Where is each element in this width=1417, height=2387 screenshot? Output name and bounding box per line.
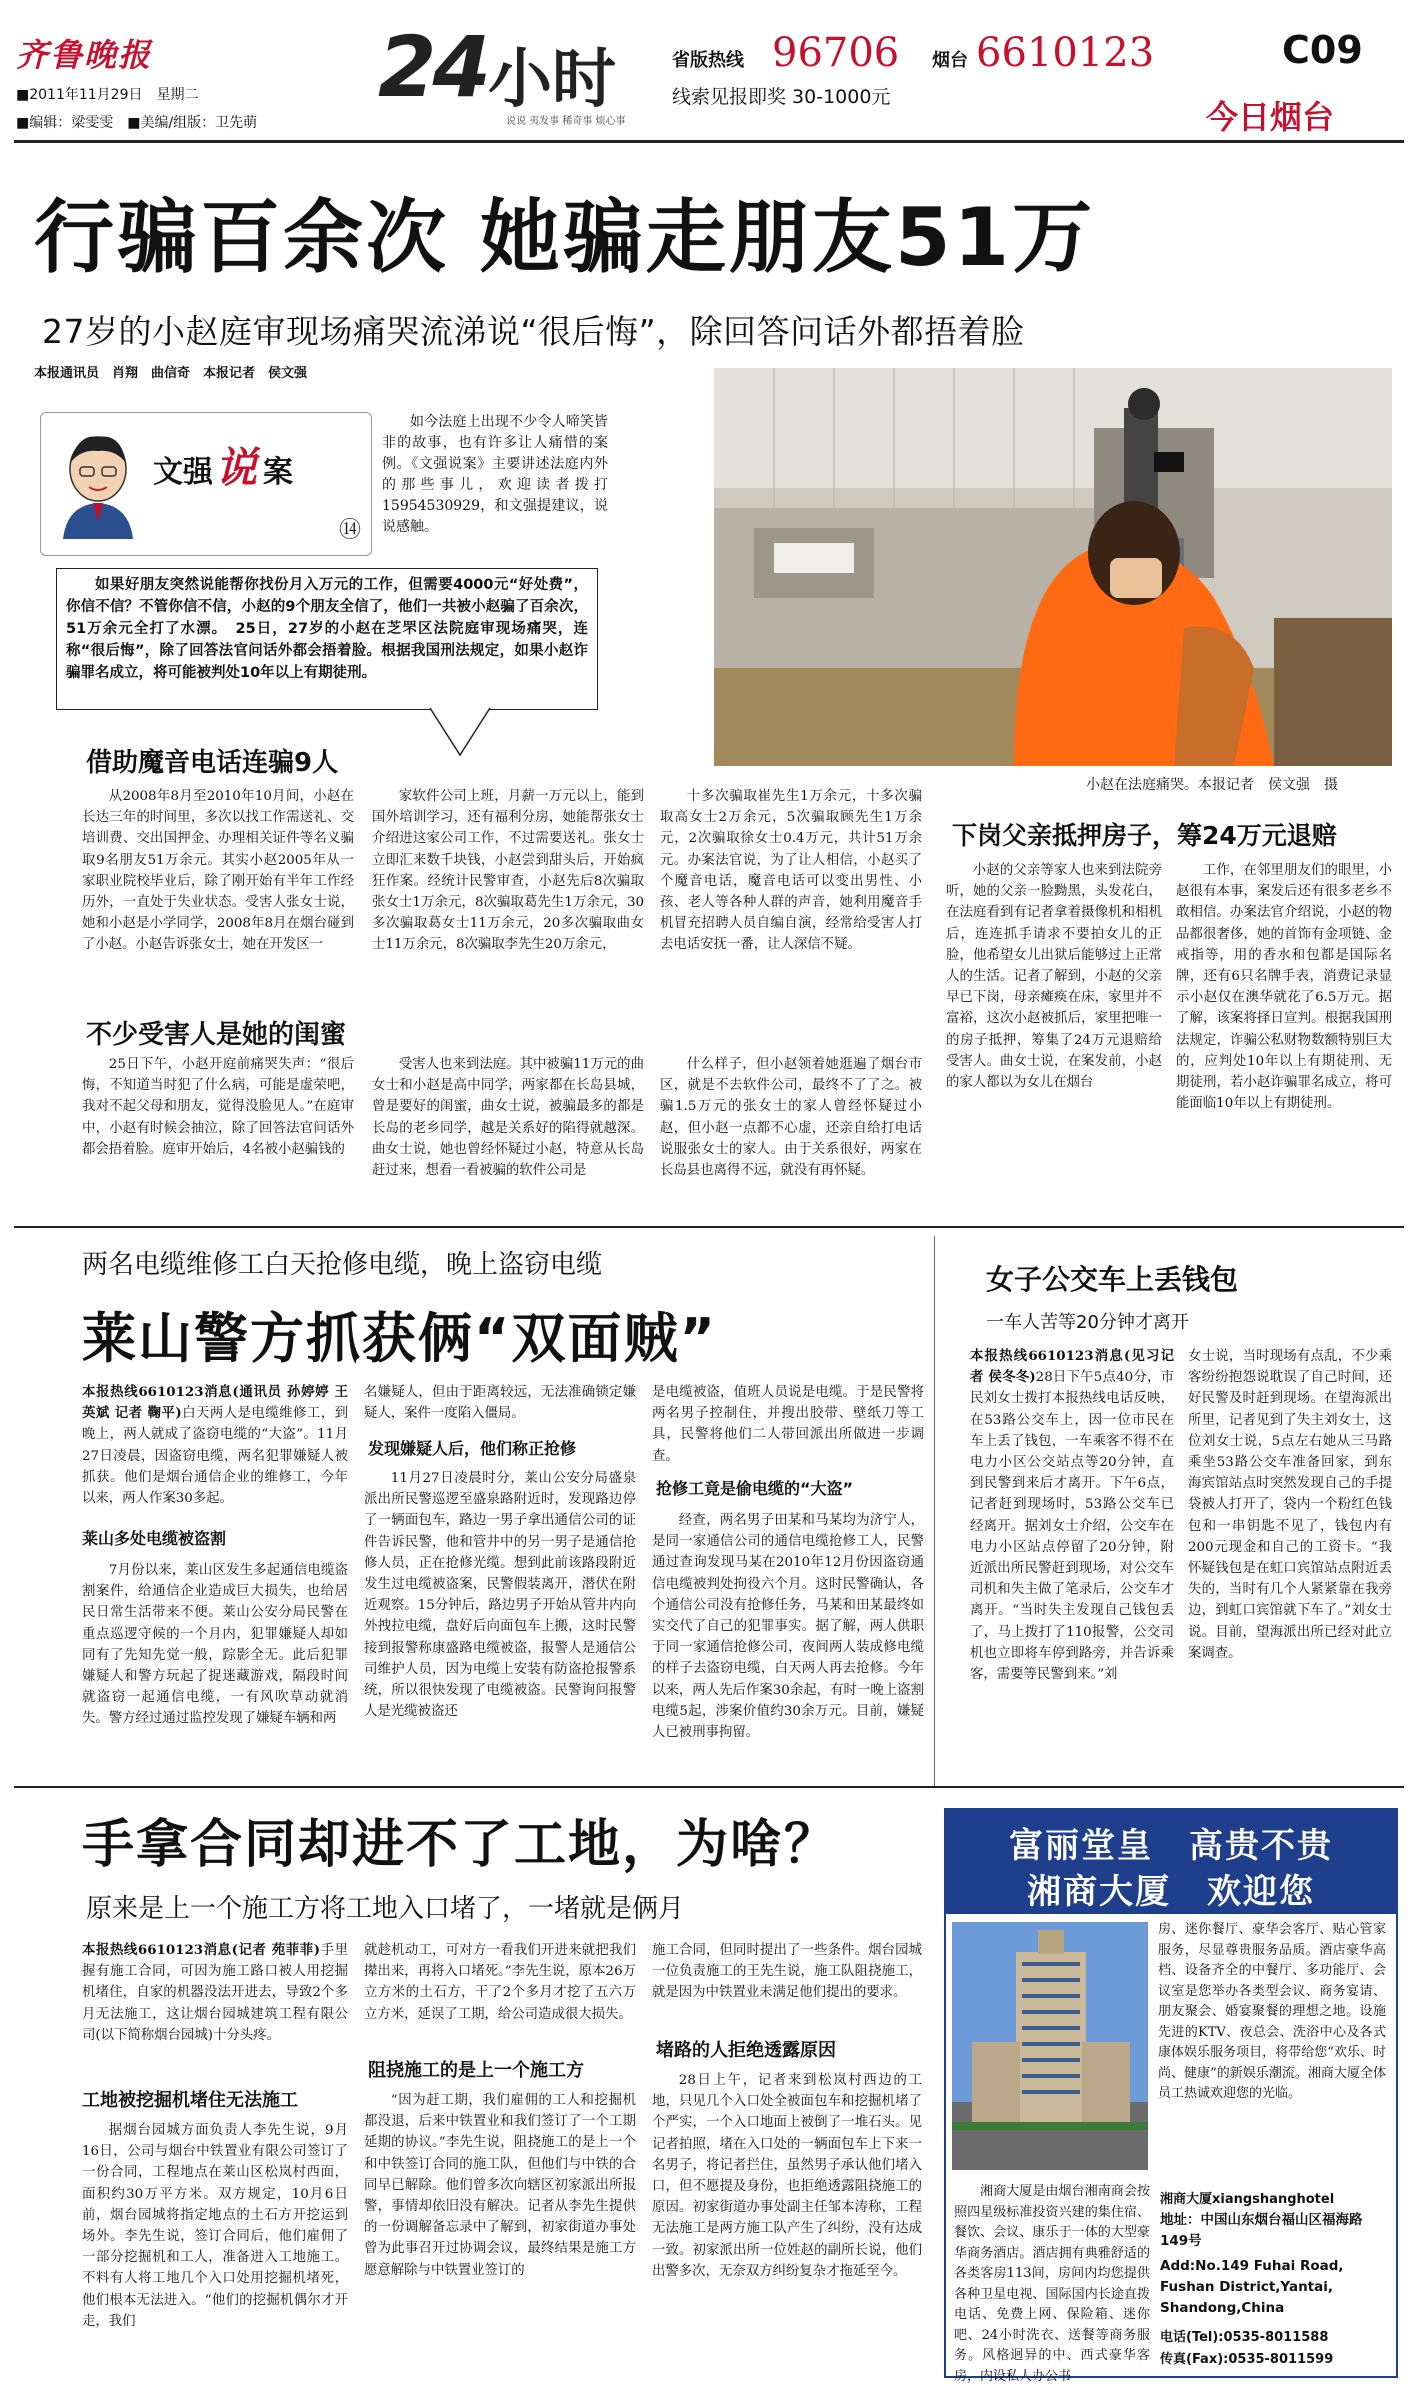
yantai-number: 6610123 <box>976 30 1155 76</box>
story1-col5a: 小赵的父亲等家人也来到法院旁听，她的父亲一脸黝黑，头发花白，在法庭看到有记者拿着摄像机和相机后，连连抓手请求不要拍女儿的正脸，他希望女儿出狱后能够过上正常人的生活。记者了解到，小赵的父亲早已下岗，母亲瘫痪在床，家里并不富裕，这次小赵被抓后，家里把唯一的房子抵押，筹集了24万元退赔给受害人。曲女士说，在案发前，小赵的家人都以为女儿在烟台 <box>946 863 1162 1091</box>
story3-col2: 女士说，当时现场有点乱，不少乘客纷纷抱怨说耽误了自己时间，还好民警及时赶到现场。在望海派出所里，记者见到了失主刘女士，这位刘女士说，5点左右她从三马路乘坐53路公交车准备回家，到东海宾馆站点时突然发现自己的手提袋被人打开了，袋内一个粉红色钱包和一串钥匙不见了，钱包内有200元现金和自己的工资卡。“我怀疑钱包是在虹口宾馆站点附近丢失的，当时有几个人紧紧靠在我旁边，到虹口宾馆就下车了。”刘女士说。目前，望海派出所已经对此立案调查。 <box>1188 1349 1392 1661</box>
story4-col2: 就趁机动工，可对方一看我们开进来就把我们撵出来，再将入口堵死。”李先生说，原本26万立方米的土石方，干了2个多月才挖了五六万立方米，延误了工期，给公司造成很大损失。 <box>364 1943 636 2022</box>
ad-slogan-1: 富丽堂皇 高贵不贵 <box>1009 1826 1333 1866</box>
story1-byline: 本报通讯员 肖翔 曲信奇 本报记者 侯文强 <box>34 366 308 381</box>
reward-line: 线索见报即奖 30-1000元 <box>672 86 891 108</box>
ad-address-cn: 地址：中国山东烟台福山区福海路149号 <box>1160 2212 1363 2249</box>
story2-col1b: 7月份以来，莱山区发生多起通信电缆盗割案件，给通信企业造成巨大损失，也给居民日常生活带来不便。莱山公安分局民警在重点巡逻守候的一个月内，犯罪嫌疑人却如同有了先知先觉一般，踪影全无。此后犯罪嫌疑人和警方玩起了捉迷藏游戏，隔段时间就盗窃一起通信电缆，一有风吹草动就消失。警方经过通过监控发现了嫌疑车辆和两 <box>82 1563 348 1727</box>
story2-sub3: 抢修工竟是偷电缆的“大盗” <box>656 1479 854 1498</box>
story1-divider <box>14 1226 1404 1228</box>
photo-caption: 小赵在法庭痛哭。本报记者 侯文强 摄 <box>1086 777 1338 793</box>
story1-col5b: 工作，在邻里朋友们的眼里，小赵很有本事，案发后还有很多老乡不敢相信。办案法官介绍说，小赵的物品都很奢侈，她的首饰有金项链、金戒指等，用的香水和包都是国际名牌，还有6只名牌手表，消费记录显示小赵仅在澳华就花了6.5万元。据了解，该案将择日宣判。根据我国刑法规定，诈骗公私财物数额特别巨大的，应判处10年以上有期徒刑、无期徒刑，若小赵诈骗罪名成立，将可能面临10年以上有期徒刑。 <box>1176 863 1392 1112</box>
story1-subhead: 27岁的小赵庭审现场痛哭流涕说“很后悔”，除回答问话外都捂着脸 <box>42 312 1025 351</box>
newspaper-logo: 齐鲁晚报 <box>16 36 153 74</box>
story4-col3b: 28日上午，记者来到松岚村西边的工地，只见几个入口处全被面包车和挖掘机堵了个严实，一个入口地面上被倒了一堆石头。见记者拍照，堵在入口处的一辆面包车上下来一名男子，将记者拦住，虽然男子承认他们堵入口，但不愿提及身份，也拒绝透露阻挠施工的原因。初家街道办事处副主任邹本涛称，工程无法施工是两方施工队产生了纠纷，没有达成一致。初家派出所一位姓赵的副所长说，他们出警多次，无奈双方纠纷复杂才拖延至今。 <box>652 2073 922 2279</box>
story3-col1: 本报热线6610123消息(见习记者 侯冬冬)28日下午5点40分，市民刘女士拨打本报热线电话反映，在53路公交车上，因一位市民在车上丢了钱包，一车乘客不得不在电力小区公交站点等20分钟，直到民警到来后才离开。下午6点，记者赶到现场时，53路公交车已经离开。据刘女士介绍，公交车在电力小区站点停留了20分钟，附近派出所民警赶到现场，对公交车司机和失主做了笔录后，公交车才离开。“当时失主发现自己钱包丢了，马上拨打了110报警，公交司机也立即将车停到路旁，并告诉乘客，需要等民警到来。”刘 <box>970 1348 1174 1683</box>
story1-col1: 从2008年8月至2010年10月间，小赵在长达三年的时间里，多次以找工作需送礼、交培训费、交出国押金、办理相关证件等名义骗取9名朋友51万余元。其实小赵2005年从一家职业院校毕业后，除了刚开始有半年工作经历外，一直处于失业状态。受害人张女士说，她和小赵是小学同学，2008年8月在烟台碰到了小赵。小赵告诉张女士，她在开发区一 <box>82 789 354 953</box>
masthead-rule <box>14 140 1404 143</box>
story4-col2b: “因为赶工期，我们雇佣的工人和挖掘机都没退，后来中铁置业和我们签订了一个工期延期的协议。”李先生说，阻挠施工的是上一个和中铁签订合同的施工队，但他们与中铁的合同早已解除。他们曾多次向辖区初家派出所报警，事情却依旧没有解决。记者从李先生提供的一份调解备忘录中了解到，初家街道办事处曾为此事召开过协调会议，最终结果是施工方愿意解除与中铁置业签订的 <box>364 2093 636 2278</box>
story2-headline: 莱山警方抓获俩“双面贼” <box>82 1307 717 1370</box>
story3-subhead: 一车人苦等20分钟才离开 <box>986 1312 1189 1333</box>
story2-col3b: 经查，两名男子田某和马某均为济宁人，是同一家通信公司的通信电缆抢修工人，民警通过查询发现马某在2010年12月份因盗窃通信电缆被判处拘役六个月。这时民警确认，各个通信公司没有抢修任务，马某和田某最终如实交代了自己的犯罪事实。据了解，两人供职于同一家通信抢修公司，夜间两人装成修电缆的样子去盗窃电缆，白天两人再去抢修。今年以来，两人先后作案30余起，有时一晚上盗割电缆5起，涉案价值约30余万元。目前，嫌疑人已被刑事拘留。 <box>652 1513 924 1741</box>
story4-sub2: 阻挠施工的是上一个施工方 <box>368 2060 584 2081</box>
column-intro: 如今法庭上出现不少令人啼笑皆非的故事，也有许多让人痛惜的案例。《文强说案》主要讲述法庭内外的那些事儿，欢迎读者拨打15954530929，和文强提建议，说说感触。 <box>382 414 608 535</box>
page-number: C09 <box>1282 28 1363 72</box>
story1-col4b: 受害人也来到法庭。其中被骗11万元的曲女士和小赵是高中同学，两家都在长岛县城，曾是要好的闺蜜，曲女士说，被骗最多的都是长岛的老乡同学，越是关系好的陷得就越深。曲女士说，她也曾经怀疑过小赵，特意从长岛赶过来，想看一看被骗的软件公司是 <box>372 1057 644 1179</box>
ad-fax: 传真(Fax):0535-8011599 <box>1160 2352 1334 2367</box>
lead-pointer <box>420 700 500 760</box>
ad-intro: 房、迷你餐厅、豪华会客厅、贴心管家服务，尽显尊贵服务品质。酒店豪华高档、设备齐全的中餐厅、多功能厅、会议室是您举办各类型会议、商务宴请、朋友聚会、婚宴聚餐的理想之地。设施先进的KTV、夜总会、洗浴中心及各式康体娱乐服务项目，将带给您“欢乐、时尚、健康”的新娱乐潮流。湘商大厦全体员工热诚欢迎您的光临。 <box>1158 1922 1386 2101</box>
hotline-label: 省版热线 <box>672 50 744 71</box>
story4-subhead: 原来是上一个施工方将工地入口堵了，一堵就是俩月 <box>86 1894 685 1924</box>
ad-address-en: Add:No.149 Fuhai Road, Fushan District,Yantai, Shandong,China <box>1160 2258 1344 2316</box>
story1-sub1: 借助魔音电话连骗9人 <box>86 748 339 778</box>
story4-col1: 本报热线6610123消息(记者 苑菲菲)手里握有施工合同，可因为施工路口被人用挖掘机堵住，自家的机器没法开进去，导致2个多月无法施工，这让烟台园城建筑工程有限公司(以下简称烟台园城)十分头疼。 <box>82 1942 348 2043</box>
brand-tagline: 说说 夷发事 稀奇事 烦心事 <box>506 116 626 127</box>
brand-hours: 小时 <box>488 43 616 117</box>
column-number: ⑭ <box>339 518 362 543</box>
courtroom-photo <box>714 368 1392 766</box>
story1-col2: 家软件公司上班，月薪一万元以上，能到国外培训学习，还有福利分房，她能帮张女士介绍进这家公司工作，不过需要送礼。张女士立即汇来数千块钱，小赵尝到甜头后，开始疯狂作案。经统计民警审查，小赵先后8次骗取张女士1万余元，8次骗取葛先生1万余元，30多次骗取葛女士11万余元，20多次骗取曲女士11万余元，8次骗取李先生20万余元， <box>372 789 644 953</box>
story1-lead: 如果好朋友突然说能帮你找份月入万元的工作，但需要4000元“好处费”，你信不信？不管你信不信，小赵的9个朋友全信了，他们一共被小赵骗了百余次，51万余元全打了水漂。 25日，27岁的小赵在芝罘区法院庭审现场痛哭，连称“很后悔”，除了回答法官问话外都会捂着脸。根据我国刑法规定，如果小赵诈骗罪名成立，将可能被判处10年以上有期徒刑。 <box>66 577 588 681</box>
story2-col3: 是电缆被盗，值班人员说是电缆。于是民警将两名男子控制住，并搜出胶带、壁纸刀等工具，民警将他们二人带回派出所做进一步调查。 <box>652 1385 924 1464</box>
story4-byline: 本报热线6610123消息(记者 苑菲菲) <box>82 1942 321 1958</box>
story1-col4a: 25日下午，小赵开庭前痛哭失声：“很后悔，不知道当时犯了什么病，可能是虚荣吧，我对不起父母和朋友，觉得没脸见人。”在庭审中，小赵有时候会抽泣，除了回答法官问话外都会捂着脸。庭审开始后，4名被小赵骗钱的 <box>82 1057 354 1157</box>
hotel-ad <box>944 1808 1398 2384</box>
story4-sub1: 工地被挖掘机堵住无法施工 <box>82 2090 298 2111</box>
cartoon-portrait <box>53 429 143 539</box>
story2-sub2: 发现嫌疑人后，他们称正抢修 <box>368 1439 577 1458</box>
ad-tel: 电话(Tel):0535-8011588 <box>1160 2330 1329 2345</box>
story4-sub3: 堵路的人拒绝透露原因 <box>656 2040 836 2061</box>
story3-headline: 女子公交车上丢钱包 <box>986 1263 1239 1296</box>
column-logo-box <box>40 412 372 556</box>
story2-kicker: 两名电缆维修工白天抢修电缆，晚上盗窃电缆 <box>82 1250 603 1280</box>
story2-divider <box>14 1786 1404 1788</box>
story3-byline: 本报热线6610123消息(见习记者 侯冬冬) <box>970 1348 1174 1386</box>
date-line: ■2011年11月29日 星期二 <box>16 87 199 103</box>
ad-slogan-2: 湘商大厦 欢迎您 <box>1027 1872 1315 1912</box>
story2-sub1: 莱山多处电缆被盗割 <box>82 1529 227 1548</box>
story1-sub2: 不少受害人是她的闺蜜 <box>86 1020 347 1050</box>
section-name: 今日烟台 <box>1206 98 1335 136</box>
hotline-number: 96706 <box>772 30 900 76</box>
story4-col1b: 据烟台园城方面负责人李先生说，9月16日，公司与烟台中铁置业有限公司签订了一份合同，工程地点在莱山区松岚村西面，面积约30万平方米。双方规定，10月6日前，烟台园城将指定地点的土石方开挖运到场外。李先生说，签订合同后，他们雇佣了一部分挖掘机和工人，准备进入工地施工。不料有人将工地几个入口处用挖掘机堵死，他们根本无法进入。“他们的挖掘机偶尔才开走，我们 <box>82 2123 348 2329</box>
column-title-c: 案 <box>263 455 293 490</box>
column-title-b: 说 <box>215 443 258 492</box>
yantai-label: 烟台 <box>932 50 968 71</box>
story2-byline: 本报热线6610123消息(通讯员 孙婷婷 王英斌 记者 鞠平) <box>82 1384 348 1422</box>
story4-col3: 施工合同，但同时提出了一些条件。烟台园城一位负责施工的王先生说，施工队阻挠施工，就是因为中铁置业未满足他们提出的要求。 <box>652 1943 922 2001</box>
story2-col2b: 11月27日凌晨时分，莱山公安分局盛泉派出所民警巡逻至盛泉路附近时，发现路边停了一辆面包车，路边一男子拿出通信公司的证件告诉民警，他和管井中的另一男子是通信抢修人员，正在抢修光缆。想到此前该路段附近发生过电缆被盗案，民警假装离开，潜伏在附近观察。15分钟后，路边男子开始从管井内向外拽拉电缆，盘好后向面包车上搬，这时民警接到报警称康盛路电缆被盗，报警人是通信公司维护人员，因为电缆上安装有防盗抢报警系统，所以很快发现了电缆被盗。民警询问报警人是光缆被盗还 <box>364 1471 636 1720</box>
story2-col2: 名嫌疑人，但由于距离较远，无法准确锁定嫌疑人，案件一度陷入僵局。 <box>364 1385 636 1422</box>
story2-byline-col1: 本报热线6610123消息(通讯员 孙婷婷 王英斌 记者 鞠平)白天两人是电缆维修工，到晚上，两人就成了盗窃电缆的“大盗”。11月27日凌晨，因盗窃电缆，两名犯罪嫌疑人被抓获。他们是烟台通信企业的维修工，今年以来，两人作案30多起。 <box>82 1384 348 1507</box>
story1-col3: 十多次骗取崔先生1万余元，十多次骗取高女士2万余元，5次骗取顾先生1万余元，2次骗取徐女士0.4万元，共计51万余元。办案法官说，为了让人相信，小赵买了个魔音电话，魔音电话可以变出男性、小孩、老人等各种人群的声音，她利用魔音手机冒充招聘人员自编自演，经常给受害人打去电话安抚一番，让人深信不疑。 <box>660 789 922 953</box>
column-title-a: 文强 <box>153 455 213 490</box>
editor-line: ■编辑：梁雯雯 ■美编/组版：卫先萌 <box>16 115 258 131</box>
story1-headline: 行骗百余次 她骗走朋友51万 <box>34 191 1096 284</box>
story1-sub3: 下岗父亲抵押房子，筹24万元退赔 <box>952 821 1337 850</box>
column-divider <box>934 1236 935 1786</box>
ad-body: 湘商大厦是由烟台湘南商会按照四星级标准投资兴建的集住宿、餐饮、会议、康乐于一体的大型豪华商务酒店。酒店拥有典雅舒适的各类客房113间，房间内均您提供各种卫星电视、国际国内长途直拨电话、免费上网、保险箱、迷你吧、24小时洗衣、送餐等商务服务。风格迥异的中、西式豪华客房，内设私人办公书 <box>954 2184 1150 2384</box>
brand-24: 24 <box>378 18 487 116</box>
hotel-photo <box>952 1922 1148 2170</box>
story1-col4c: 什么样子，但小赵领着她逛遍了烟台市区，就是不去软件公司，最终不了了之。被骗1.5万元的张女士的家人曾经怀疑过小赵，但小赵一点都不心虚，还亲自给打电话说服张女士的家人。由于关系很好，两家在长岛县也离得不远，就没有再怀疑。 <box>660 1057 922 1179</box>
ad-hotel-name: 湘商大厦xiangshanghotel <box>1160 2192 1335 2207</box>
story4-headline: 手拿合同却进不了工地，为啥？ <box>82 1815 839 1875</box>
